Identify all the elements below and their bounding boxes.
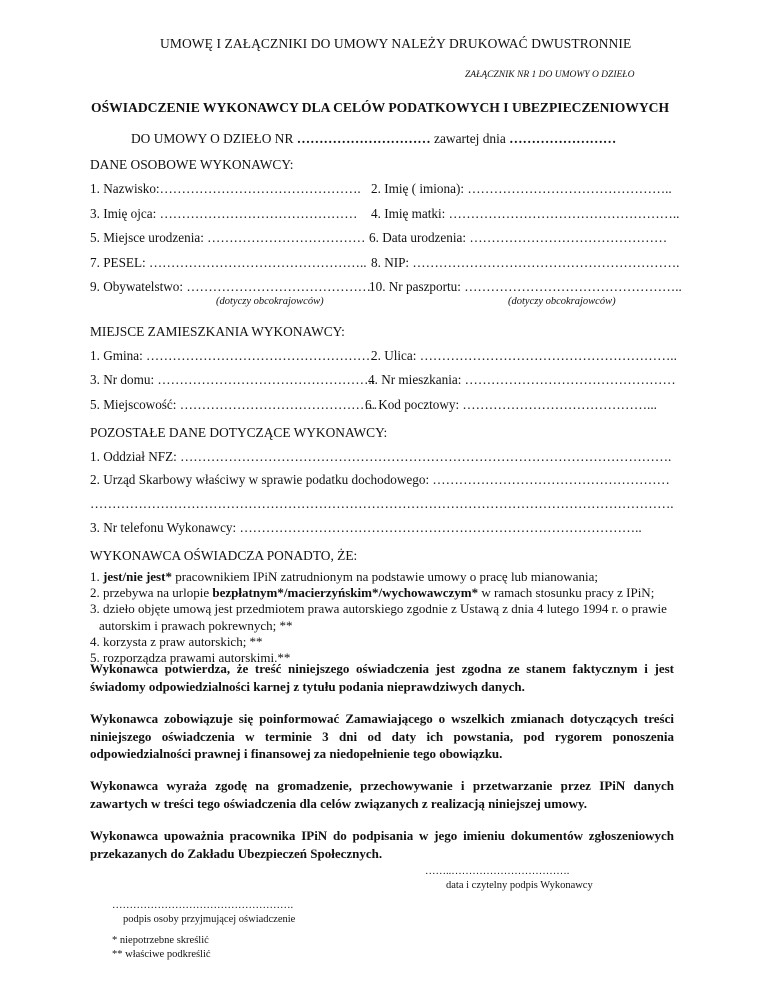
field-street[interactable]: 2. Ulica: ………………………………………………….. [371, 348, 677, 363]
field-tax-office-continued[interactable]: ……………………………………………………………………………………………………………………. [90, 496, 674, 511]
contract-prefix: DO UMOWY O DZIEŁO NR [131, 131, 294, 146]
print-instruction: UMOWĘ I ZAŁĄCZNIKI DO UMOWY NALEŻY DRUKOWAĆ DWUSTRONNIE [160, 36, 632, 51]
declarations-list [90, 569, 690, 666]
contract-reference [131, 131, 616, 147]
statement-change-notification: Wykonawca zobowiązuje się poinformować Zamawiającego o wszelkich zmianach dotyczących treści niniejszego oświadczenia w terminie 3 dni od daty ich powstania, pod rygorem ponoszenia odpowiedzialności prawnej i finansowej za niedopełnienie tego obowiązku. [90, 711, 674, 761]
field-pesel[interactable]: 7. PESEL: ………………………………………….. [90, 255, 367, 270]
field-surname[interactable]: 1. Nazwisko:………………………………………. [90, 181, 361, 196]
declaration-item-2: 2. przebywa na urlopie bezpłatnym*/macierzyńskim*/wychowawczym* w ramach stosunku pracy z IPiN; [90, 585, 655, 601]
employment-status-choice[interactable]: jest/nie jest* [103, 569, 172, 584]
field-tax-office[interactable]: 2. Urząd Skarbowy właściwy w sprawie podatku dochodowego: ……………………………………………… [90, 472, 670, 487]
note-foreigners-right: (dotyczy obcokrajowców) [508, 296, 616, 307]
field-house-number[interactable]: 3. Nr domu: ………………………………………….. [90, 372, 375, 387]
declaration-item-3[interactable]: 3. dzieło objęte umową jest przedmiotem prawa autorskiego zgodnie z Ustawą z dnia 4 lutego 1994 r. o prawie autorskim i prawach pokrewnych; ** [90, 601, 667, 633]
field-birth-place[interactable]: 5. Miejsce urodzenia: ……………………………… [90, 230, 366, 245]
receiver-signature-label: podpis osoby przyjmującej oświadczenie [123, 914, 296, 925]
contract-date-field[interactable]: …………………… [509, 131, 617, 146]
field-nip[interactable]: 8. NIP: ……………………………………………………. [371, 255, 680, 270]
contractor-signature-line[interactable]: ……..……………………………. [425, 866, 570, 877]
contractor-signature-label: data i czytelny podpis Wykonawcy [446, 880, 593, 891]
section-heading-residence: MIEJSCE ZAMIESZKANIA WYKONAWCY: [90, 324, 345, 339]
statement-data-consent: Wykonawca wyraża zgodę na gromadzenie, przechowywanie i przetwarzanie przez IPiN danych zawartych w treści tego oświadczenia dla celów związanych z realizacją niniejszej umowy. [90, 778, 674, 811]
field-town[interactable]: 5. Miejscowość: ……………………………………… [90, 397, 378, 412]
field-first-names[interactable]: 2. Imię ( imiona): ……………………………………….. [371, 181, 672, 196]
declaration-item-5[interactable]: 5. rozporządza prawami autorskimi.** [90, 650, 291, 666]
leave-type-choice[interactable]: bezpłatnym*/macierzyńskim*/wychowawczym* [212, 585, 479, 601]
annex-label: ZAŁĄCZNIK NR 1 DO UMOWY O DZIEŁO [465, 70, 635, 80]
field-passport-number[interactable]: 10. Nr paszportu: ………………………………………….. [369, 279, 682, 294]
field-birth-date[interactable]: 6. Data urodzenia: ……………………………………… [369, 230, 668, 245]
field-citizenship[interactable]: 9. Obywatelstwo: …………………………………… [90, 279, 371, 294]
footnote-double-asterisk: ** właściwe podkreślić [112, 949, 211, 960]
declaration-item-4[interactable]: 4. korzysta z praw autorskich; ** [90, 633, 263, 649]
field-mother-name[interactable]: 4. Imię matki: …………………………………………….. [371, 206, 680, 221]
field-municipality[interactable]: 1. Gmina: ……………………………………………. [90, 348, 374, 363]
field-phone-number[interactable]: 3. Nr telefonu Wykonawcy: ……………………………………………………………………………….. [90, 520, 642, 535]
section-heading-personal: DANE OSOBOWE WYKONAWCY: [90, 157, 294, 172]
document-title: OŚWIADCZENIE WYKONAWCY DLA CELÓW PODATKOWYCH I UBEZPIECZENIOWYCH [91, 100, 670, 115]
statement-truthfulness: Wykonawca potwierdza, że treść niniejszego oświadczenia jest zgodna ze stanem faktycznym i jest świadomy odpowiedzialności karnej z tytułu podania nieprawdziwych danych. [90, 661, 674, 694]
contract-date-label: zawartej dnia [434, 131, 506, 146]
footnote-asterisk: * niepotrzebne skreślić [112, 935, 209, 946]
field-postal-code[interactable]: 6. Kod pocztowy: ……………………………………... [365, 397, 657, 412]
section-heading-declarations: WYKONAWCA OŚWIADCZA PONADTO, ŻE: [90, 548, 358, 563]
field-apartment-number[interactable]: 4. Nr mieszkania: ………………………………………… [368, 372, 676, 387]
field-father-name[interactable]: 3. Imię ojca: ……………………………………… [90, 206, 358, 221]
statement-zus-authorization: Wykonawca upoważnia pracownika IPiN do podpisania w jego imieniu dokumentów zgłoszeniowych przekazanych do Zakładu Ubezpieczeń Społecznych. [90, 828, 674, 861]
declaration-item-1: 1. jest/nie jest* pracownikiem IPiN zatrudnionym na podstawie umowy o pracę lub mianowania; [90, 569, 598, 584]
note-foreigners-left: (dotyczy obcokrajowców) [216, 296, 324, 307]
contract-number-field[interactable]: ………………………… [296, 131, 431, 146]
receiver-signature-line[interactable]: ……………………………………………. [112, 900, 294, 911]
field-nfz-branch[interactable]: 1. Oddział NFZ: …………………………………………………………………………………………………. [90, 449, 672, 464]
section-heading-other: POZOSTAŁE DANE DOTYCZĄCE WYKONAWCY: [90, 425, 388, 440]
